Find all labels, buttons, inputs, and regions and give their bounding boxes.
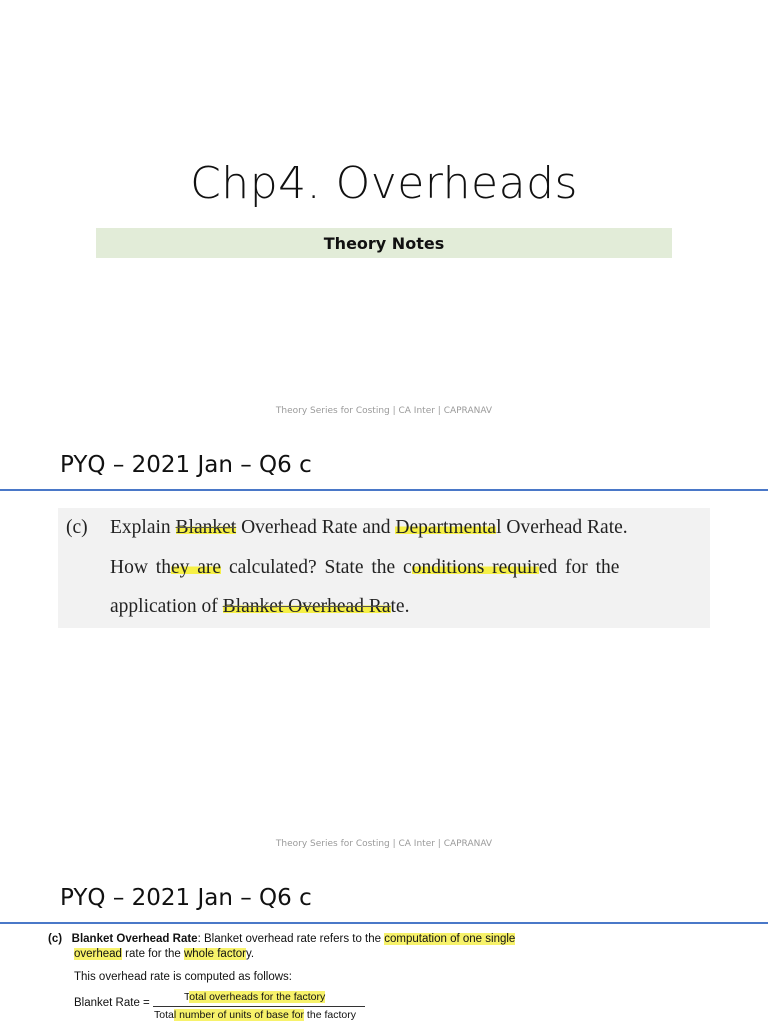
text: l Overhead Rate.: [496, 517, 628, 538]
answer-label: (c): [48, 933, 63, 945]
question-line-2: [110, 557, 619, 579]
subtitle-banner: [96, 228, 672, 258]
highlight: onditions requir: [411, 557, 539, 578]
page-title: Chp4. Overheads: [190, 158, 578, 209]
text: : Blanket overhead rate refers to the: [197, 933, 385, 945]
highlight: whole factor: [183, 948, 246, 960]
text: Overhead Rate and: [236, 517, 396, 538]
slide-footer: Theory Series for Costing | CA Inter | CAPRANAV: [275, 406, 493, 416]
highlight: overhead: [74, 948, 122, 960]
answer-line-2: [74, 948, 254, 960]
question-label: (c): [66, 517, 88, 538]
fraction-bar: [153, 1006, 365, 1007]
heading-divider: [0, 922, 768, 924]
slide-footer: Theory Series for Costing | CA Inter | CAPRANAV: [275, 839, 493, 849]
highlight: Blanket Overhead Ra: [222, 596, 391, 617]
slide-heading: PYQ – 2021 Jan – Q6 c: [60, 452, 312, 478]
highlight: Departmenta: [395, 517, 497, 538]
text: ed for the: [538, 557, 620, 578]
highlight: otal overheads for the factory: [189, 991, 326, 1003]
text: Tota: [154, 1009, 174, 1021]
text: application of: [110, 596, 223, 617]
highlight: ey are: [170, 557, 222, 578]
text: Explain: [110, 517, 176, 538]
text: calculated? State the c: [221, 557, 412, 578]
text: y.: [246, 948, 255, 960]
heading-divider: [0, 489, 768, 491]
highlight: l number of units of base for: [173, 1009, 305, 1021]
highlight: Blanket: [175, 517, 237, 538]
formula-numerator: [184, 991, 325, 1003]
question-image: [58, 508, 710, 628]
question-line-3: [110, 596, 409, 618]
answer-line-1: [48, 933, 515, 945]
formula-lhs: Blanket Rate =: [74, 997, 150, 1009]
text: the factory: [304, 1009, 356, 1021]
text: rate for the: [121, 948, 184, 960]
question-line-1: [110, 517, 628, 539]
text: T: [184, 991, 190, 1003]
text: te.: [390, 596, 410, 617]
text: How th: [110, 557, 171, 578]
subtitle: Theory Notes: [323, 233, 445, 253]
answer-term: Blanket Overhead Rate: [71, 933, 198, 945]
answer-intro: This overhead rate is computed as follows:: [74, 971, 292, 983]
slide-heading: PYQ – 2021 Jan – Q6 c: [60, 885, 312, 911]
highlight: computation of one single: [384, 933, 516, 945]
formula-denominator: [154, 1009, 356, 1021]
